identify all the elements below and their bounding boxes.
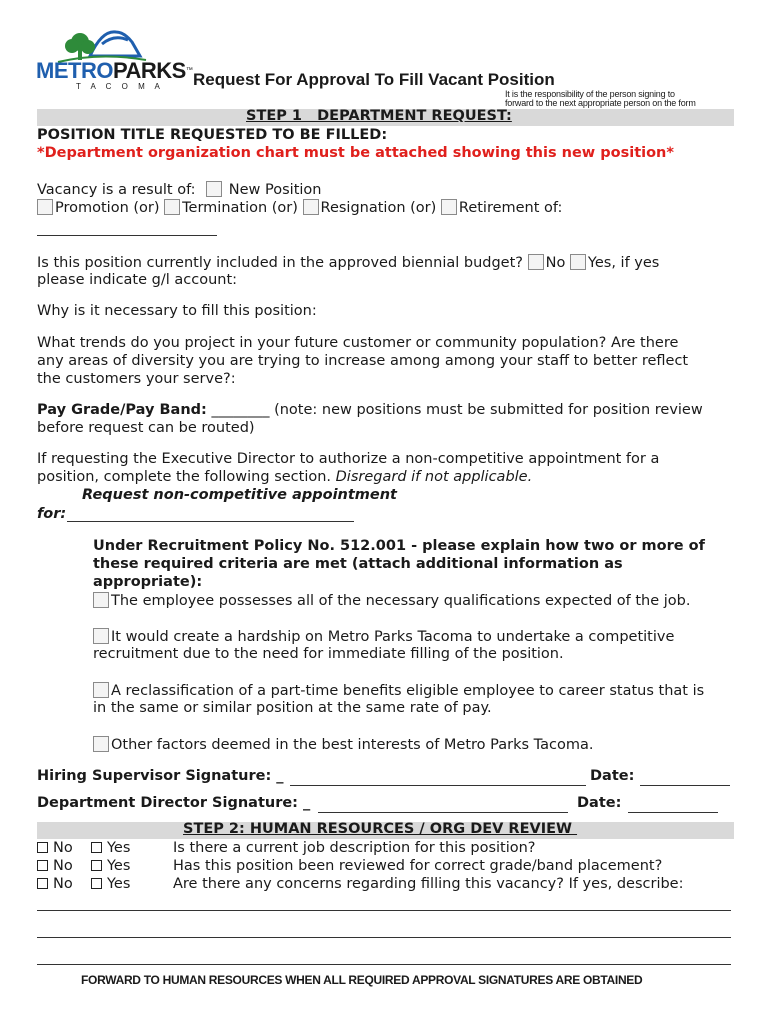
new-position-label: New Position [228, 182, 322, 198]
q3-no-checkbox[interactable] [37, 878, 48, 889]
trends-question-line3: the customers your serve?: [37, 371, 236, 387]
why-question: Why is it necessary to fill this position: [37, 303, 317, 319]
budget-no-checkbox[interactable] [528, 254, 544, 270]
promotion-label: Promotion (or) [55, 200, 160, 216]
noncomp-for-line[interactable] [67, 521, 354, 522]
logo-tacoma-text: T A C O M A [76, 82, 164, 91]
paygrade-label: Pay Grade/Pay Band: [37, 402, 207, 418]
criterion2-label: It would create a hardship on Metro Parks Tacoma to undertake a competitive [111, 629, 675, 645]
criterion1-label: The employee possesses all of the necessary qualifications expected of the job. [111, 593, 691, 609]
policy-line3: appropriate): [93, 574, 203, 590]
trends-question-line1: What trends do you project in your future customer or community population? Are there [37, 335, 679, 351]
q3-yes-checkbox[interactable] [91, 878, 102, 889]
criterion3-label: A reclassification of a part-time benefits eligible employee to career status that is [111, 683, 705, 699]
criterion2-checkbox[interactable] [93, 628, 109, 644]
logo-trademark: ™ [185, 67, 193, 75]
criterion3-checkbox[interactable] [93, 682, 109, 698]
q1-yes-label: Yes [107, 840, 131, 856]
q2-text: Has this position been reviewed for correct grade/band placement? [173, 858, 663, 874]
logo-parks-text: PARKS [112, 58, 186, 83]
describe-line-2[interactable] [37, 937, 731, 938]
budget-no-label: No [545, 255, 566, 271]
noncomp-intro-line2: position, complete the following section. [37, 469, 332, 485]
new-position-checkbox[interactable] [206, 181, 222, 197]
q3-yes-label: Yes [107, 876, 131, 892]
budget-gl-label: please indicate g/l account: [37, 272, 238, 288]
department-director-signature-line[interactable] [318, 812, 568, 813]
promotion-checkbox[interactable] [37, 199, 53, 215]
budget-question: Is this position currently included in the approved biennial budget? [37, 255, 523, 271]
hiring-supervisor-signature-line[interactable] [290, 785, 586, 786]
noncomp-intro-line1: If requesting the Executive Director to authorize a non-competitive appointment for a [37, 451, 660, 467]
policy-line1: Under Recruitment Policy No. 512.001 - please explain how two or more of [93, 538, 705, 554]
retirement-name-line[interactable] [37, 235, 217, 236]
hiring-date-line[interactable] [640, 785, 730, 786]
q1-no-label: No [53, 840, 73, 856]
criterion4-label: Other factors deemed in the best interests of Metro Parks Tacoma. [111, 737, 594, 753]
paygrade-field[interactable]: ________ [211, 402, 270, 418]
position-title-label: POSITION TITLE REQUESTED TO BE FILLED: [37, 127, 388, 143]
q2-no-checkbox[interactable] [37, 860, 48, 871]
routing-note-line1: It is the responsibility of the person signing to [505, 89, 675, 99]
retirement-label: Retirement of: [458, 200, 563, 216]
describe-line-1[interactable] [37, 910, 731, 911]
criterion1-checkbox[interactable] [93, 592, 109, 608]
step1-heading: STEP 1 DEPARTMENT REQUEST: [246, 108, 512, 124]
department-director-signature-label: Department Director Signature: _ [37, 795, 311, 811]
termination-checkbox[interactable] [164, 199, 180, 215]
criterion4-checkbox[interactable] [93, 736, 109, 752]
trends-question-line2: any areas of diversity you are trying to increase among among your staff to better reflect [37, 353, 689, 369]
q2-no-label: No [53, 858, 73, 874]
retirement-checkbox[interactable] [441, 199, 457, 215]
metro-parks-logo [36, 22, 196, 94]
q1-no-checkbox[interactable] [37, 842, 48, 853]
noncomp-disregard: Disregard if not applicable. [335, 469, 533, 485]
hiring-date-label: Date: [590, 768, 635, 784]
director-date-label: Date: [577, 795, 622, 811]
noncomp-for-label: for: [37, 506, 67, 522]
q2-yes-checkbox[interactable] [91, 860, 102, 871]
director-date-line[interactable] [628, 812, 718, 813]
criterion3-label-cont: in the same or similar position at the same rate of pay. [93, 700, 492, 716]
q3-no-label: No [53, 876, 73, 892]
criterion2-label-cont: recruitment due to the need for immediate filling of the position. [93, 646, 564, 662]
budget-yes-label: Yes, if yes [587, 255, 660, 271]
termination-label: Termination (or) [182, 200, 298, 216]
q3-text: Are there any concerns regarding filling this vacancy? If yes, describe: [173, 876, 684, 892]
q2-yes-label: Yes [107, 858, 131, 874]
footer-instruction: FORWARD TO HUMAN RESOURCES WHEN ALL REQUIRED APPROVAL SIGNATURES ARE OBTAINED [81, 973, 643, 987]
routing-note-line2: forward to the next appropriate person on the form [505, 98, 696, 108]
policy-line2: these required criteria are met (attach additional information as [93, 556, 623, 572]
vacancy-label: Vacancy is a result of: [37, 182, 196, 198]
budget-yes-checkbox[interactable] [570, 254, 586, 270]
noncomp-request-label: Request non-competitive appointment [82, 487, 397, 503]
paygrade-note-cont: before request can be routed) [37, 420, 255, 436]
q1-yes-checkbox[interactable] [91, 842, 102, 853]
describe-line-3[interactable] [37, 964, 731, 965]
resignation-label: Resignation (or) [320, 200, 437, 216]
form-title: Request For Approval To Fill Vacant Position [193, 70, 555, 89]
q1-text: Is there a current job description for this position? [173, 840, 536, 856]
step2-heading: STEP 2: HUMAN RESOURCES / ORG DEV REVIEW [183, 821, 578, 837]
paygrade-note: (note: new positions must be submitted for position review [274, 402, 703, 418]
logo-metro-text: METRO [36, 58, 113, 83]
org-chart-note: *Department organization chart must be attached showing this new position* [37, 145, 674, 161]
hiring-supervisor-signature-label: Hiring Supervisor Signature: _ [37, 768, 284, 784]
resignation-checkbox[interactable] [303, 199, 319, 215]
